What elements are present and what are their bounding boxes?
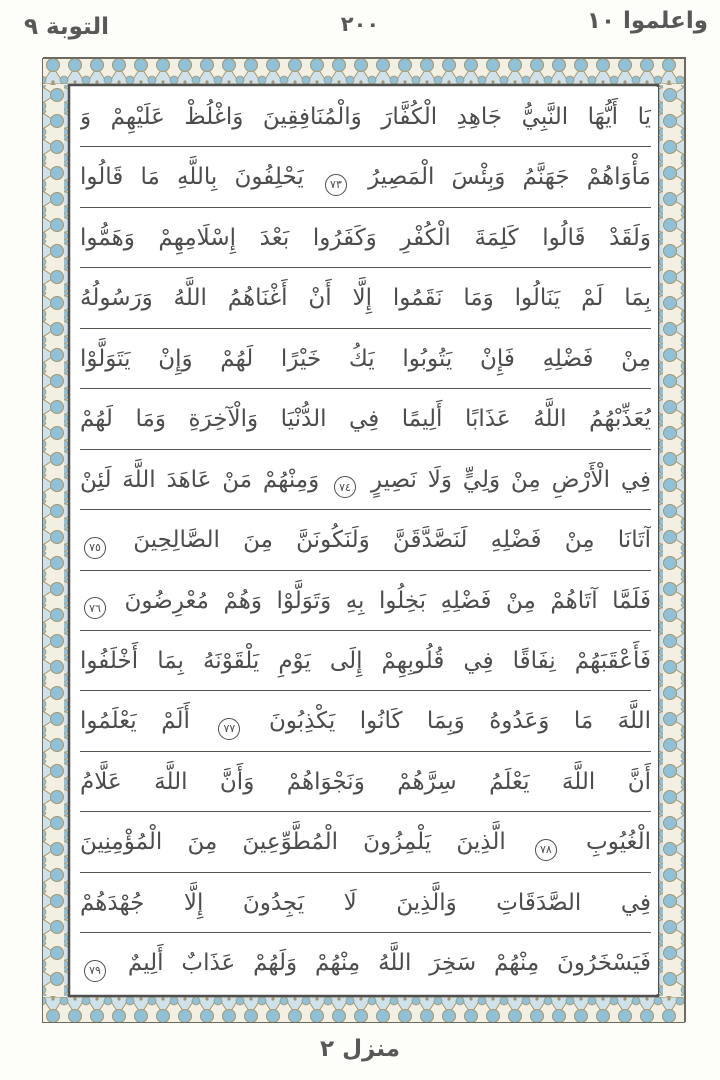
quran-line — [80, 812, 651, 872]
ayah-text: يَحْلِفُونَ بِاللَّهِ مَا قَالُوا — [80, 164, 304, 191]
ayah-text: الْغُيُوبِ — [586, 829, 651, 856]
ayah-text: فِي الصَّدَقَاتِ وَالَّذِينَ لَا يَجِدُونَ إِلَّا جُهْدَهُمْ — [80, 889, 651, 916]
quran-line — [80, 450, 651, 510]
verse-marker: ٧٦ — [84, 597, 106, 619]
quran-line — [80, 208, 651, 268]
verse-marker: ٧٤ — [334, 476, 356, 498]
ayah-text: مَأْوَاهُمْ جَهَنَّمُ وَبِئْسَ الْمَصِيرُ — [368, 164, 651, 191]
ayah-text: يُعَذِّبْهُمُ اللَّهُ عَذَابًا أَلِيمًا فِي الدُّنْيَا وَالْآخِرَةِ وَمَا لَهُمْ — [80, 406, 651, 433]
border-strip-right — [42, 58, 69, 1023]
border-strip-left — [658, 58, 685, 1023]
quran-line — [80, 933, 651, 993]
border-strip-top — [42, 58, 685, 85]
quran-line — [80, 873, 651, 933]
quran-line — [80, 631, 651, 691]
ayah-text: فَيَسْخَرُونَ مِنْهُمْ سَخِرَ اللَّهُ مِنْهُمْ وَلَهُمْ عَذَابٌ أَلِيمٌ — [127, 950, 651, 977]
manzil-label: منزل ٢ — [320, 1036, 400, 1062]
quran-line — [80, 87, 651, 147]
quran-line — [80, 389, 651, 449]
quran-line — [80, 510, 651, 570]
ayah-text: بِمَا لَمْ يَنَالُوا وَمَا نَقَمُوا إِلَّا أَنْ أَغْنَاهُمُ اللَّهُ وَرَسُولُهُ — [80, 285, 651, 312]
ayah-text: أَنَّ اللَّهَ يَعْلَمُ سِرَّهُمْ وَنَجْوَاهُمْ وَأَنَّ اللَّهَ عَلَّامُ — [80, 768, 651, 795]
ayah-text: مِنْ فَضْلِهِ فَإِنْ يَتُوبُوا يَكُ خَيْرًا لَهُمْ وَإِنْ يَتَوَلَّوْا — [80, 345, 651, 372]
juz-label: واعلموا ١٠ — [586, 8, 708, 34]
quran-lines — [73, 87, 658, 994]
quran-line — [80, 329, 651, 389]
ayah-text: وَلَقَدْ قَالُوا كَلِمَةَ الْكُفْرِ وَكَفَرُوا بَعْدَ إِسْلَامِهِمْ وَهَمُّوا — [80, 224, 651, 251]
ayah-text: فِي الْأَرْضِ مِنْ وَلِيٍّ وَلَا نَصِيرٍ — [370, 466, 651, 493]
page-number: ٢٠٠ — [340, 12, 380, 36]
surah-label: التوبة ٩ — [24, 14, 109, 40]
ayah-text: فَأَعْقَبَهُمْ نِفَاقًا فِي قُلُوبِهِمْ إِلَى يَوْمِ يَلْقَوْنَهُ بِمَا أَخْلَفُوا — [80, 647, 651, 674]
verse-marker: ٧٥ — [84, 537, 106, 559]
ayah-text: يَا أَيُّهَا النَّبِيُّ جَاهِدِ الْكُفَّارَ وَالْمُنَافِقِينَ وَاغْلُظْ عَلَيْهِمْ وَ — [80, 104, 651, 130]
verse-marker: ٧٣ — [325, 174, 347, 196]
quran-frame — [43, 57, 686, 1022]
quran-line — [80, 691, 651, 751]
quran-line — [80, 571, 651, 631]
verse-marker: ٧٧ — [218, 718, 240, 740]
ayah-text: أَلَمْ يَعْلَمُوا — [80, 708, 190, 735]
verse-marker: ٧٨ — [535, 839, 557, 861]
ayah-text: وَمِنْهُمْ مَنْ عَاهَدَ اللَّهَ لَئِنْ — [80, 466, 320, 493]
quran-line — [80, 752, 651, 812]
verse-marker: ٧٩ — [84, 960, 106, 982]
ayah-text: اللَّهَ مَا وَعَدُوهُ وَبِمَا كَانُوا يَكْذِبُونَ — [268, 708, 651, 735]
ayah-text: الَّذِينَ يَلْمِزُونَ الْمُطَّوِّعِينَ مِنَ الْمُؤْمِنِينَ — [80, 829, 506, 856]
ayah-text: فَلَمَّا آتَاهُمْ مِنْ فَضْلِهِ بَخِلُوا بِهِ وَتَوَلَّوْا وَهُمْ مُعْرِضُونَ — [124, 587, 651, 614]
ayah-text: آتَانَا مِنْ فَضْلِهِ لَنَصَّدَّقَنَّ وَلَنَكُونَنَّ مِنَ الصَّالِحِينَ — [133, 527, 651, 554]
border-strip-bottom — [42, 996, 685, 1023]
quran-line — [80, 147, 651, 207]
quran-line — [80, 268, 651, 328]
